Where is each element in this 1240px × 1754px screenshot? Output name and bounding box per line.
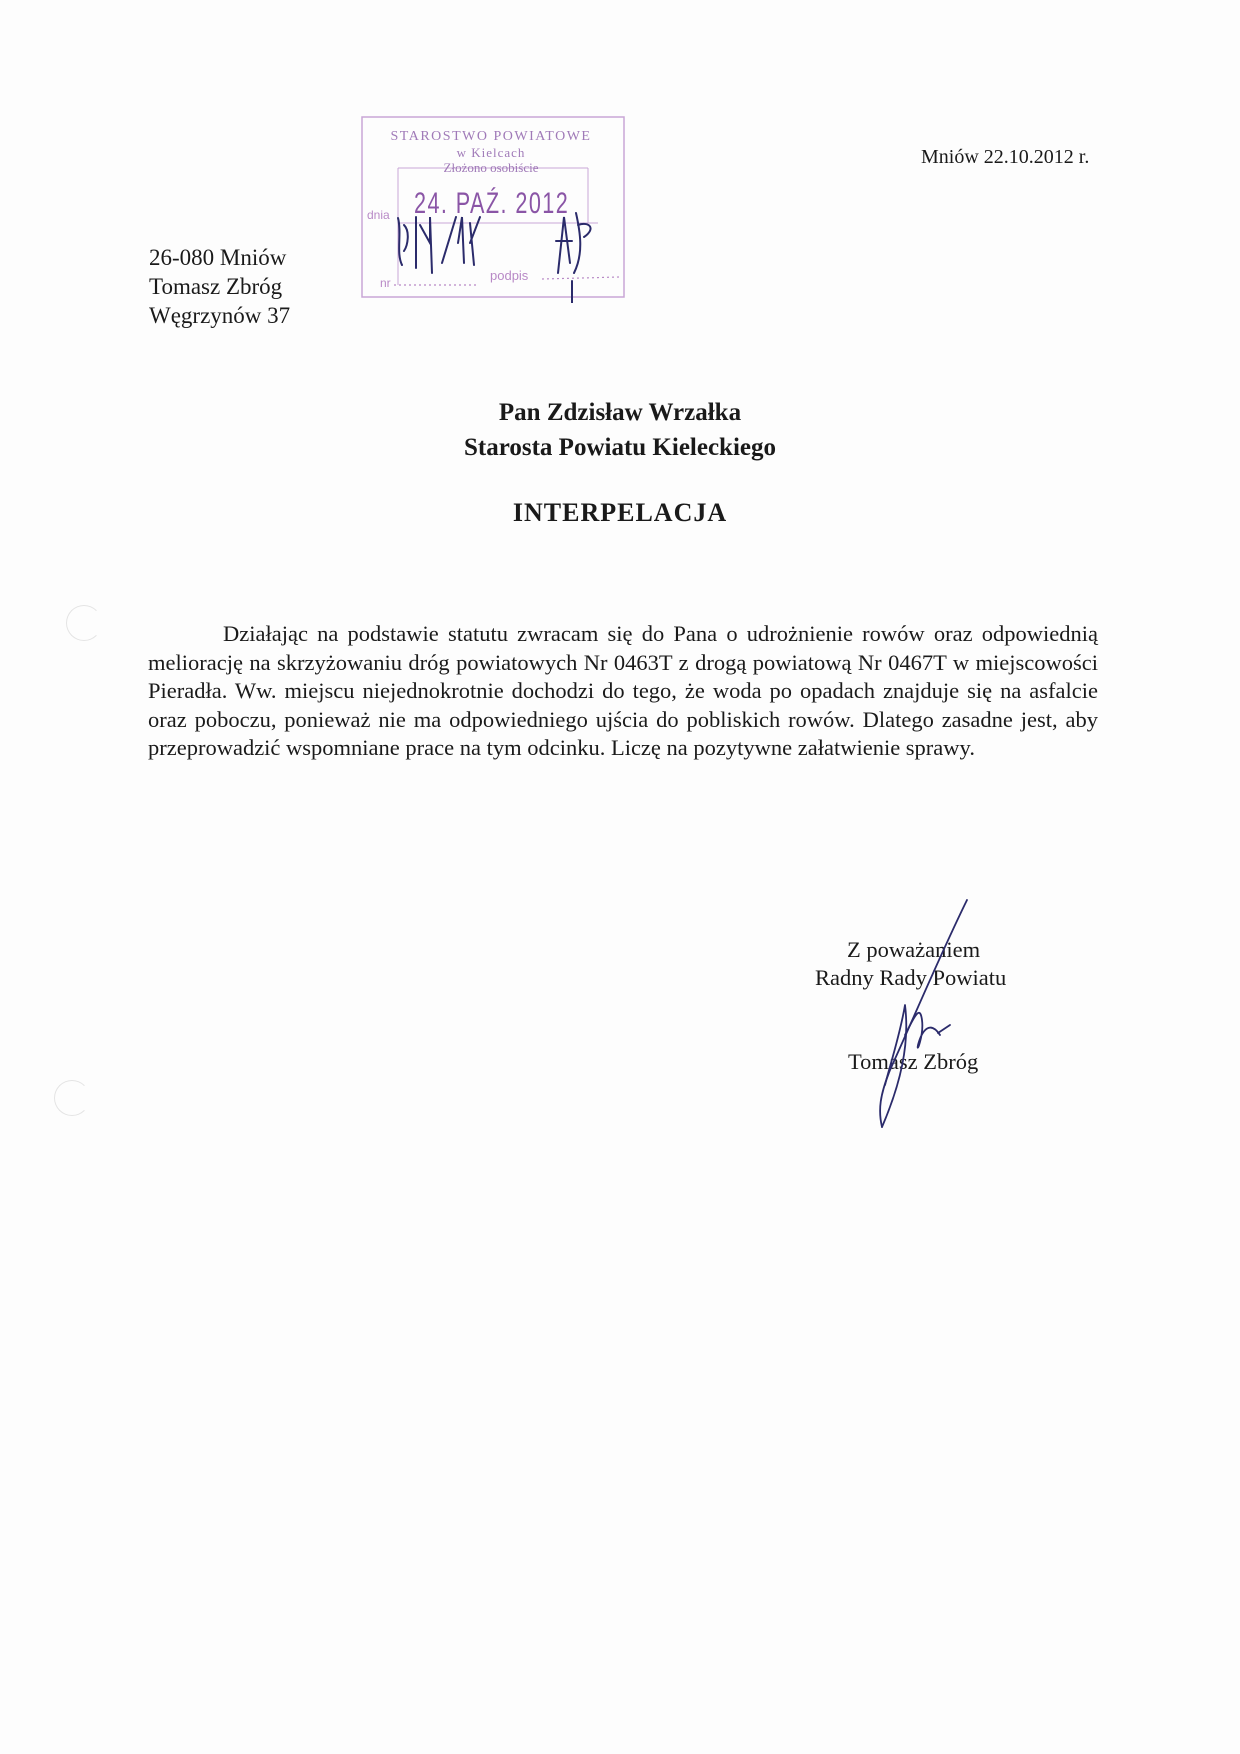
sender-street: Węgrzynów 37 [149, 303, 291, 328]
stamp-city: w Kielcach [456, 145, 526, 160]
stamp-podpis-label: podpis [490, 268, 529, 283]
document-body: Działając na podstawie statutu zwracam się do Pana o udrożnienie rowów oraz odpowiednią meliorację na skrzyżowaniu dróg powiatowych Nr 0463T z drogą powiatową Nr 0467T w miejscowości Pieradła. Ww. miejscu niejednokrotnie dochodzi do tego, że woda po opadach znajduje się na asfalcie oraz poboczu, ponieważ nie ma odpowiedniego ujścia do pobliskich rowów. Dlatego zasadne jest, aby przeprowadzić wspomniane prace na tym odcinku. Liczę na pozytywne załatwienie sprawy. [148, 621, 1098, 761]
stamp-submitted-note: Złożono osobiście [443, 160, 539, 175]
place-date: Mniów 22.10.2012 r. [921, 146, 1090, 168]
stamp-nr-label: nr [380, 276, 391, 290]
stamp-handwritten-initials [556, 213, 591, 303]
sender-address-line: 26-080 Mniów [149, 245, 287, 270]
stamp-date: 24. PAŹ. 2012 [414, 187, 570, 220]
punch-hole-mark [66, 605, 102, 641]
closing-name: Tomasz Zbróg [848, 1049, 979, 1074]
closing-greeting: Z poważaniem [847, 937, 981, 962]
document-title: INTERPELACJA [512, 498, 728, 527]
sender-name: Tomasz Zbróg [149, 274, 283, 299]
receipt-stamp [358, 113, 628, 303]
punch-hole-mark [54, 1080, 90, 1116]
stamp-dnia-label: dnia [367, 208, 390, 222]
stamp-office-name: STAROSTWO POWIATOWE [390, 129, 592, 144]
stamp-handwritten-number [398, 217, 480, 273]
closing-position: Radny Rady Powiatu [815, 965, 1007, 990]
addressee-name: Pan Zdzisław Wrzałka [498, 399, 742, 426]
sender-block [149, 243, 290, 330]
handwritten-signature [860, 895, 980, 1135]
addressee-title: Starosta Powiatu Kieleckiego [464, 434, 776, 461]
